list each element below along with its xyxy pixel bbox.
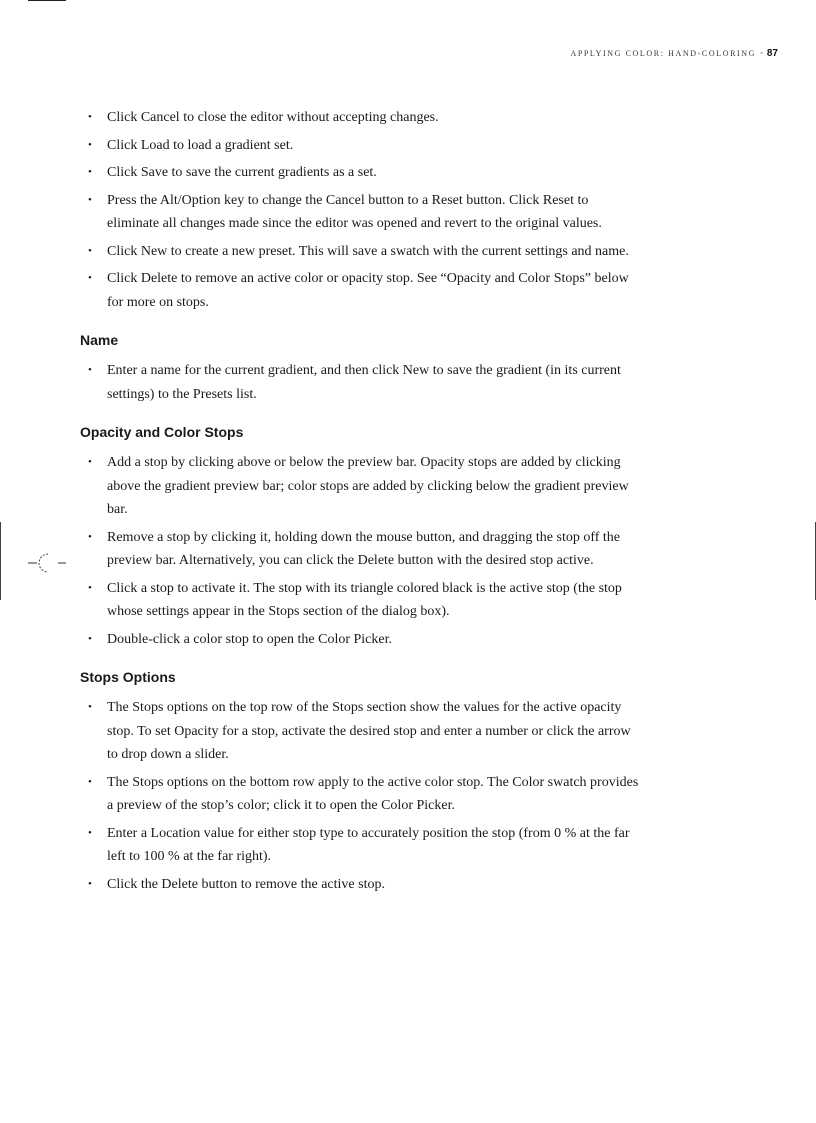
list-item: • Double-click a color stop to open the Color Picker. [80,628,640,652]
list-item: • Remove a stop by clicking it, holding down the mouse button, and dragging the stop off the preview bar. Alternatively, you can click the Delete button with the desired stop active. [80,526,640,573]
list-item: • Enter a name for the current gradient, and then click New to save the gradient (in its current settings) to the Presets list. [80,359,640,406]
list-item: • Add a stop by clicking above or below the preview bar. Opacity stops are added by clicking above the gradient preview bar; color stops are added by clicking below the gradient preview bar. [80,451,640,522]
list-item: • The Stops options on the top row of the Stops section show the values for the active opacity stop. To set Opacity for a stop, activate the desired stop and enter a number or click the arrow to drop down a slider. [80,696,640,767]
section-heading-name: Name [80,332,119,348]
running-title: APPLYING COLOR: HAND-COLORING [570,49,757,58]
list-item: • Click Delete to remove an active color or opacity stop. See “Opacity and Color Stops” below for more on stops. [80,267,640,314]
stops-options-bullet-list [80,696,640,896]
page-content [80,106,640,900]
crop-mark-top [28,0,66,1]
name-bullet-list [80,359,640,406]
stops-bullet-list [80,451,640,651]
list-item: • Click the Delete button to remove the active stop. [80,873,640,897]
list-item: • The Stops options on the bottom row apply to the active color stop. The Color swatch provides a preview of the stop’s color; click it to open the Color Picker. [80,771,640,818]
list-item: • Enter a Location value for either stop type to accurately position the stop (from 0 % at the far left to 100 % at the far right). [80,822,640,869]
edge-mark-left [0,522,1,600]
running-head [570,48,778,59]
list-item: • Click Load to load a gradient set. [80,134,640,158]
intro-bullet-list [80,106,640,314]
list-item: • Click Save to save the current gradients as a set. [80,161,640,185]
registration-mark-icon [28,548,68,578]
page-number: 87 [766,48,778,59]
separator-icon: • [760,49,763,58]
list-item: • Click New to create a new preset. This will save a swatch with the current settings and name. [80,240,640,264]
list-item: • Click Cancel to close the editor without accepting changes. [80,106,640,130]
section-heading-opacity-color-stops: Opacity and Color Stops [80,424,244,440]
list-item: • Click a stop to activate it. The stop with its triangle colored black is the active stop (the stop whose settings appear in the Stops section of the dialog box). [80,577,640,624]
list-item: • Press the Alt/Option key to change the Cancel button to a Reset button. Click Reset to eliminate all changes made since the editor was opened and revert to the original values. [80,189,640,236]
section-heading-stops-options: Stops Options [80,669,176,685]
